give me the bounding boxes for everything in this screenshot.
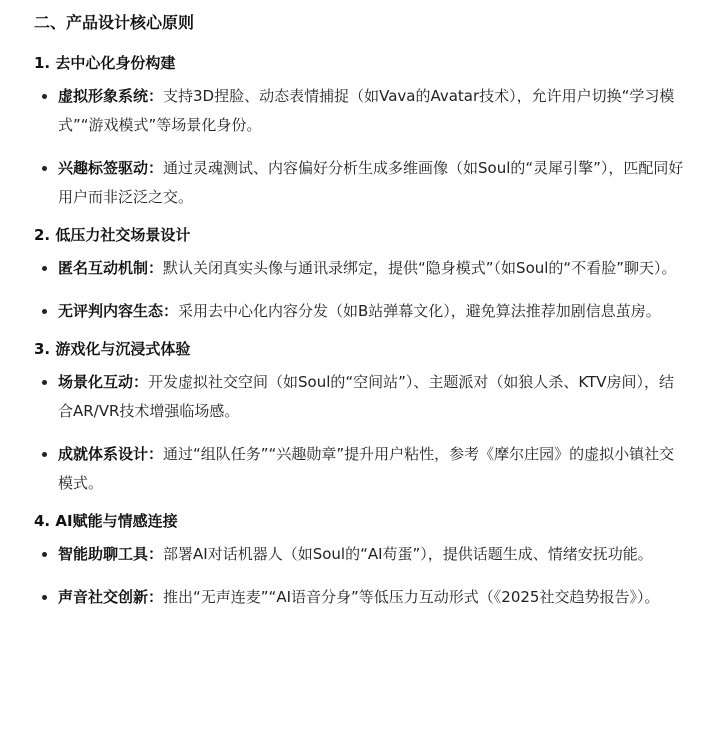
item-term: 场景化互动： [58, 373, 149, 391]
list-item [34, 440, 686, 498]
section-title: 去中心化身份构建 [55, 54, 176, 72]
section-heading [34, 508, 686, 534]
item-term: 智能助聊工具： [58, 545, 164, 563]
list-item [34, 297, 686, 326]
section-number: 3. [34, 340, 51, 358]
item-text: 支持3D捏脸、动态表情捕捉（如Vava的Avatar技术），允许用户切换“学习模式”“游戏模式”等场景化身份。 [58, 87, 675, 134]
section-title: 游戏化与沉浸式体验 [55, 340, 191, 358]
section-heading [34, 336, 686, 362]
item-term: 匿名互动机制： [58, 259, 164, 277]
list-item [34, 540, 686, 569]
item-text: 采用去中心化内容分发（如B站弹幕文化），避免算法推荐加剧信息茧房。 [178, 302, 661, 320]
item-term: 兴趣标签驱动： [58, 159, 164, 177]
section-low-pressure-social [34, 222, 686, 326]
item-text: 默认关闭真实头像与通讯录绑定，提供“隐身模式”（如Soul的“不看脸”聊天）。 [163, 259, 677, 277]
section-number: 4. [34, 512, 51, 530]
item-text: 开发虚拟社交空间（如Soul的“空间站”）、主题派对（如狼人杀、KTV房间），结合AR/VR技术增强临场感。 [58, 373, 675, 420]
list-item [34, 583, 686, 612]
section-title: AI赋能与情感连接 [55, 512, 178, 530]
list-item [34, 82, 686, 140]
section-decentralized-identity [34, 50, 686, 212]
item-term: 声音社交创新： [58, 588, 164, 606]
list-item [34, 254, 686, 283]
item-text: 通过灵魂测试、内容偏好分析生成多维画像（如Soul的“灵犀引擎”），匹配同好用户而非泛泛之交。 [58, 159, 684, 206]
item-term: 无评判内容生态： [58, 302, 179, 320]
list-item [34, 368, 686, 426]
item-term: 虚拟形象系统： [58, 87, 164, 105]
list-item [34, 154, 686, 212]
section-number: 2. [34, 226, 51, 244]
section-heading [34, 222, 686, 248]
section-title: 低压力社交场景设计 [55, 226, 191, 244]
item-term: 成就体系设计： [58, 445, 164, 463]
page-title: 二、产品设计核心原则 [34, 13, 195, 32]
item-text: 推出“无声连麦”“AI语音分身”等低压力互动形式（《2025社交趋势报告》）。 [163, 588, 660, 606]
section-ai-empowerment [34, 508, 686, 612]
section-heading [34, 50, 686, 76]
section-number: 1. [34, 54, 51, 72]
item-text: 通过“组队任务”“兴趣勋章”提升用户粘性，参考《摩尔庄园》的虚拟小镇社交模式。 [58, 445, 675, 492]
item-text: 部署AI对话机器人（如Soul的“AI苟蛋”），提供话题生成、情绪安抚功能。 [163, 545, 653, 563]
section-gamification [34, 336, 686, 498]
